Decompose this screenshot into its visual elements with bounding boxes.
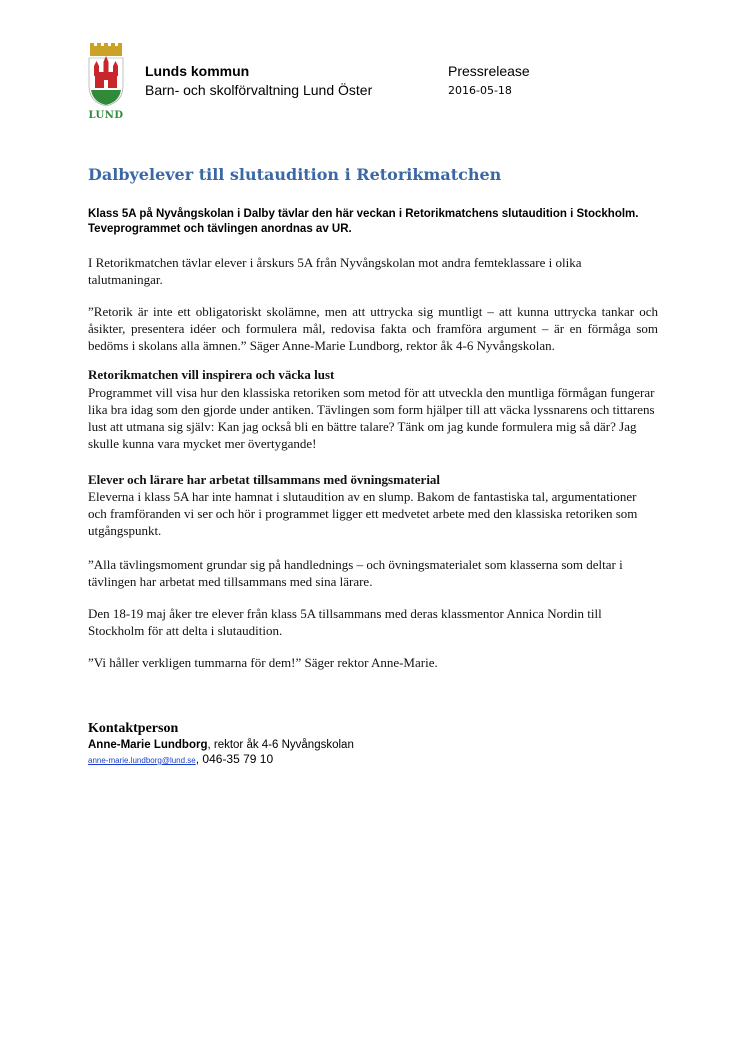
contact-email-link[interactable]: anne-marie.lundborg@lund.se: [88, 756, 196, 765]
body-paragraph: I Retorikmatchen tävlar elever i årskurs 5A från Nyvångskolan mot andra femteklassare i olika talutmaningar.: [88, 255, 582, 287]
lund-coat-of-arms-icon: [86, 42, 126, 108]
quote-paragraph: ”Vi håller verkligen tummarna för dem!” Säger rektor Anne-Marie.: [88, 655, 438, 670]
document-date: 2016-05-18: [448, 84, 512, 97]
contact-phone: , 046-35 79 10: [195, 752, 274, 766]
section-heading: Retorikmatchen vill inspirera och väcka lust: [88, 367, 335, 382]
quote-paragraph: ”Alla tävlingsmoment grundar sig på handlednings – och övningsmaterialet som klasserna som deltar i tävlingen har arbetat med tillsammans med sina lärare.: [88, 557, 623, 589]
section-heading: Elever och lärare har arbetat tillsammans med övningsmaterial: [88, 472, 441, 487]
quote-paragraph: ”Retorik är inte ett obligatoriskt skolämne, men att uttrycka sig muntligt – att kunna uttrycka tankar och åsikter, presentera idéer och formulera mål, redovisa fakta och framföra argument – är en förmåga som bedöms i skolans alla ämnen.” Säger Anne-Marie Lundborg, rektor åk 4-6 Nyvångskolan.: [88, 304, 658, 353]
body-paragraph: Programmet vill visa hur den klassiska retoriken som metod för att utveckla den muntliga förmågan fungerar lika bra idag som den gjorde under antiken. Tävlingen som form hjälper till att väcka lyssnarens och tittarens lust att utmana sig själv: Kan jag också bli en bättre talare? Tänk om jag kunde formulera mig så där? Jag skulle kunna vara mycket mer övertygande!: [88, 385, 655, 451]
page-title: Dalbyelever till slutaudition i Retorikmatchen: [88, 165, 502, 184]
lund-logo: [86, 42, 126, 122]
contact-heading: Kontaktperson: [88, 721, 179, 736]
contact-role: , rektor åk 4-6 Nyvångskolan: [207, 739, 354, 751]
document-type: Pressrelease: [448, 63, 530, 79]
organization-name: Lunds kommun: [145, 63, 250, 79]
body-paragraph: Eleverna i klass 5A har inte hamnat i slutaudition av en slump. Bakom de fantastiska tal, argumentationer och framföranden vi ser och hör i programmet ligger ett medvetet arbete med den klassiska retoriken som utgångspunkt.: [88, 489, 638, 538]
organization-department: Barn- och skolförvaltning Lund Öster: [145, 82, 373, 98]
body-paragraph: Den 18-19 maj åker tre elever från klass 5A tillsammans med deras klassmentor Annica Nordin till Stockholm för att delta i slutaudition.: [88, 606, 602, 638]
lead-paragraph: Klass 5A på Nyvångskolan i Dalby tävlar den här veckan i Retorikmatchens slutaudition i Stockholm. Teveprogrammet och tävlingen anordnas av UR.: [88, 208, 639, 235]
contact-person: [88, 739, 354, 751]
contact-name: Anne-Marie Lundborg: [88, 739, 208, 751]
contact-details: [88, 752, 273, 766]
logo-text: LUND: [88, 110, 124, 121]
